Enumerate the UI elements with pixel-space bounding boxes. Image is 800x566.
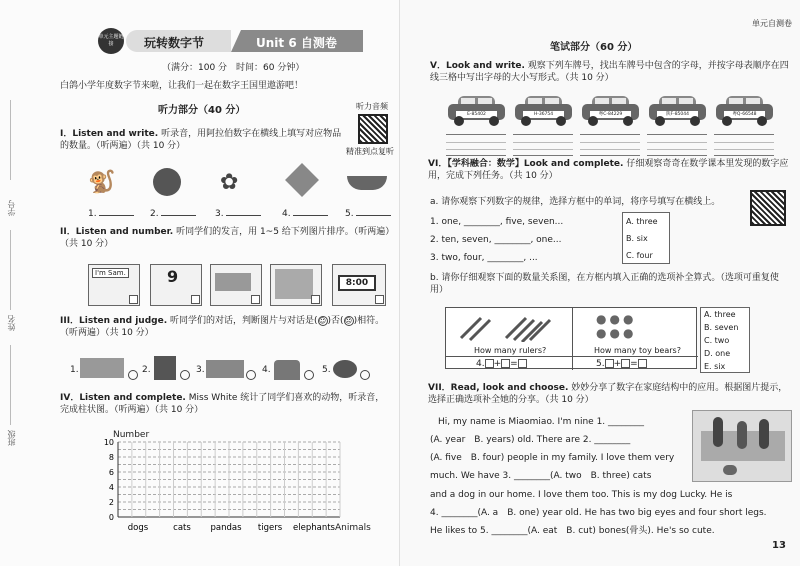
q1-blank-3: 3. [215, 208, 261, 220]
margin-name: 姓名 [7, 315, 16, 331]
q2-box-4[interactable] [311, 295, 320, 304]
q2-picture-2 [150, 264, 202, 306]
q6-prompt [428, 158, 793, 182]
apple-icon [153, 168, 181, 196]
shop-icon [275, 269, 313, 299]
q2-picture-5 [332, 264, 386, 306]
q1-text: 听录音，用阿拉伯数字在横线上填写对应物品的数量。（听两遍）（共 10 分） [60, 129, 342, 151]
number-nine: 9 [167, 267, 179, 286]
car-1 [448, 94, 505, 128]
license-plate: E-85402 [456, 111, 497, 118]
q6-text: 仔细观察奇奇在数学课本里发现的数字应用，完成下列任务。（共 10 分） [428, 159, 789, 181]
q4-text: Miss White 统计了同学们喜欢的动物，听录音，完成柱状图。（听两遍）（共 10 分） [60, 393, 385, 415]
q3-face-4[interactable] [304, 370, 314, 380]
four-line-writing-grid[interactable] [714, 134, 774, 156]
q2-picture-3 [210, 264, 262, 306]
y-tick-label: 8 [108, 453, 114, 462]
margin-class: 班级 [7, 430, 16, 446]
q1-answer-5[interactable] [356, 215, 391, 216]
family-picture [692, 410, 792, 482]
eq5-box-1[interactable] [605, 359, 614, 368]
q3-item-4: 4. [262, 365, 271, 375]
wheel-icon [489, 116, 499, 126]
q2-text: 听同学们的发言，用 1~5 给下列图片排序。（听两遍）（共 10 分） [60, 227, 390, 249]
q7-line-6: 4. ________(A. a B. one) year old. He has two big eyes and four short legs. [430, 508, 767, 518]
option-d-one: D. one [704, 349, 731, 358]
rulers-question: How many rulers? [474, 346, 547, 355]
jersey-image [154, 356, 176, 380]
option-four: C. four [626, 251, 653, 260]
q5-title: V．Look and write. [430, 61, 525, 71]
dog-icon [723, 465, 737, 475]
intro-text: 白鸽小学年度数字节来啦，让我们一起在数字王国里遨游吧！ [60, 81, 304, 91]
q3-face-5[interactable] [360, 370, 370, 380]
q1-blank-5: 5. [345, 208, 391, 220]
margin-rule [10, 100, 11, 180]
q1-answer-3[interactable] [226, 215, 261, 216]
person-icon [713, 417, 723, 447]
four-line-writing-grid[interactable] [580, 134, 640, 156]
q3-face-2[interactable] [180, 370, 190, 380]
eq4-box-2[interactable] [501, 359, 510, 368]
chart-ylabel: Number [113, 430, 150, 440]
y-tick-label: 0 [108, 513, 114, 522]
q1-title: I．Listen and write. [60, 129, 159, 139]
q3-title: III．Listen and judge. [60, 316, 168, 326]
right-page [400, 0, 800, 566]
q3-text-3: )相符。（听两遍）（共 10 分） [60, 316, 385, 338]
four-line-writing-grid[interactable] [513, 134, 573, 156]
x-category-label: pandas [210, 523, 242, 533]
wheel-icon [757, 116, 767, 126]
q7-line-5: and a dog in our home. I love them too. This is my dog Lucky. He is [430, 490, 733, 500]
cake-image [274, 360, 300, 380]
q6-b-equation-4: 4. + = [476, 358, 527, 370]
q3-item-2: 2. [142, 365, 151, 375]
q2-prompt [60, 226, 390, 250]
q3-face-3[interactable] [246, 370, 256, 380]
option-c-two: C. two [704, 336, 730, 345]
q3-item-3: 3. [196, 365, 205, 375]
option-e-six: E. six [704, 362, 726, 371]
q1-prompt [60, 128, 345, 152]
listening-title: 听力部分（40 分） [158, 105, 246, 116]
q7-line-1: Hi, my name is Miaomiao. I'm nine 1. ________ [438, 417, 645, 427]
q7-line-3: (A. five B. four) people in my family. I love them very [430, 453, 675, 463]
q3-text-1: 听同学们的对话，判断图片与对话是( [170, 316, 318, 326]
toy-bears-image: ●●● ●●● [596, 312, 637, 340]
option-three: A. three [626, 217, 658, 226]
q6-a-line-1: 1. one, ________, five, seven... [430, 217, 564, 227]
q2-box-3[interactable] [251, 295, 260, 304]
q3-item-1: 1. [70, 365, 79, 375]
person-icon [737, 421, 747, 449]
q2-picture-4 [270, 264, 322, 306]
q5-text: 观察下列车牌号，找出车牌号中包含的字母，并按字母表顺序在四线三格中写出字母的大小写形式。（共 10 分） [430, 61, 789, 83]
margin-student-id: 学号 [7, 200, 16, 216]
four-line-writing-grid[interactable] [647, 134, 707, 156]
margin-rule [10, 230, 11, 310]
q7-title: VII．Read, look and choose. [428, 383, 569, 393]
y-tick-label: 2 [108, 498, 114, 507]
q1-answer-2[interactable] [161, 215, 196, 216]
q3-prompt [60, 315, 390, 339]
page-number: 13 [772, 540, 786, 551]
q7-line-2: (A. year B. years) old. There are 2. ________ [430, 435, 631, 445]
title-banner [96, 28, 362, 55]
q5-prompt [430, 60, 795, 84]
q3-item-5: 5. [322, 365, 331, 375]
q2-box-5[interactable] [375, 295, 384, 304]
q7-line-4: much. We have 3. ________(A. two B. three) cats [430, 471, 652, 481]
car-2 [515, 94, 572, 128]
qr-bottom-label: 精准到点复听 [346, 147, 394, 156]
x-category-label: cats [173, 523, 191, 533]
bears-question: How many toy bears? [594, 346, 681, 355]
q1-blank-2: 2. [150, 208, 196, 220]
q1-blank-4: 4. [282, 208, 328, 220]
qr-code-icon[interactable] [750, 190, 786, 226]
wheel-icon [722, 116, 732, 126]
q3-text-2: )否( [327, 316, 344, 326]
car-3 [582, 94, 639, 128]
option-six: B. six [626, 234, 648, 243]
q1-answer-1[interactable] [99, 215, 134, 216]
license-plate: H-36754 [523, 111, 564, 118]
wheel-icon [623, 116, 633, 126]
q4-title: IV．Listen and complete. [60, 393, 186, 403]
q1-blank-1: 1. [88, 208, 134, 220]
wheel-icon [690, 116, 700, 126]
monkey-icon: 🐒 [88, 170, 116, 195]
q2-picture-1 [88, 264, 140, 306]
rulers-image [456, 312, 566, 342]
q6-a-line-2: 2. ten, seven, ________, one... [430, 235, 562, 245]
q7-prompt [428, 382, 793, 406]
kite-icon [285, 163, 319, 197]
q7-text: 妙妙分享了数字在家庭结构中的应用。根据图片提示，选择正确选项补全她的分享。（共 10 分） [428, 383, 788, 405]
bar-chart [0, 425, 400, 566]
great-wall-image [80, 358, 124, 378]
eq5-box-2[interactable] [621, 359, 630, 368]
banknote-icon [215, 273, 251, 291]
wheel-icon [655, 116, 665, 126]
q6-b-instruction: b. 请你仔细观察下面的数量关系图，在方框内填入正确的选项补全算式。（选项可重复使用） [430, 273, 779, 295]
score-info: （满分：100 分 时间：60 分钟） [162, 63, 305, 73]
car-5 [716, 94, 773, 128]
license-plate: 粤C-84229 [590, 111, 631, 118]
page-header: 单元自测卷 [752, 19, 792, 28]
q4-prompt [60, 392, 390, 416]
q6-b-figure [445, 307, 697, 369]
y-tick-label: 6 [108, 468, 114, 477]
q6-b-equation-5: 5. + = [596, 358, 647, 370]
money-image [206, 360, 244, 378]
license-plate: 陕F-85044 [657, 111, 698, 118]
q6-b-options [700, 307, 750, 373]
q7-line-7: He likes to 5. ________(A. eat B. cut) bones(骨头). He's so cute. [430, 526, 715, 536]
fruit-image [333, 360, 357, 378]
smile-icon: ☺ [318, 316, 327, 325]
q6-a-options [622, 212, 670, 264]
eq4-box-1[interactable] [485, 359, 494, 368]
q2-box-1[interactable] [129, 295, 138, 304]
x-category-label: elephants [293, 523, 335, 533]
clock-display: 8:00 [338, 275, 376, 291]
wheel-icon [556, 116, 566, 126]
qr-code-icon[interactable] [358, 114, 388, 144]
y-tick-label: 10 [103, 438, 114, 447]
wheel-icon [454, 116, 464, 126]
license-plate: 粤Q-66548 [724, 111, 765, 118]
q1-answer-4[interactable] [293, 215, 328, 216]
flower-icon: ✿ [220, 170, 239, 195]
q6-title: VI．【学科融合：数学】Look and complete. [428, 159, 624, 169]
qr-top-label: 听力音频 [356, 102, 388, 111]
speech-bubble: I'm Sam. [92, 268, 129, 278]
y-tick-label: 4 [108, 483, 114, 492]
option-b-seven: B. seven [704, 323, 739, 332]
q2-title: II．Listen and number. [60, 227, 174, 237]
four-line-writing-grid[interactable] [446, 134, 506, 156]
q6-a-line-3: 3. two, four, ________, ... [430, 253, 538, 263]
x-category-label: dogs [127, 523, 149, 533]
wheel-icon [588, 116, 598, 126]
q6-a-instruction: a. 请你观察下列数字的规律，选择方框中的单词，将序号填写在横线上。 [430, 197, 721, 207]
eq4-box-3[interactable] [518, 359, 527, 368]
car-4 [649, 94, 706, 128]
banana-icon [347, 176, 387, 190]
written-title: 笔试部分（60 分） [550, 42, 638, 53]
wheel-icon [521, 116, 531, 126]
banner-unit: Unit 6 自测卷 [256, 36, 337, 50]
banner-title: 玩转数字节 [144, 36, 205, 50]
margin-rule [10, 345, 11, 425]
q3-face-1[interactable] [128, 370, 138, 380]
option-a-three: A. three [704, 310, 736, 319]
x-category-label: tigers [257, 523, 283, 533]
chart-xlabel: Animals [335, 523, 371, 533]
person-icon [759, 419, 769, 449]
q2-box-2[interactable] [191, 295, 200, 304]
unit-badge: 单元主题链接 [98, 28, 124, 54]
frown-icon: ☹ [344, 316, 353, 325]
eq5-box-3[interactable] [638, 359, 647, 368]
